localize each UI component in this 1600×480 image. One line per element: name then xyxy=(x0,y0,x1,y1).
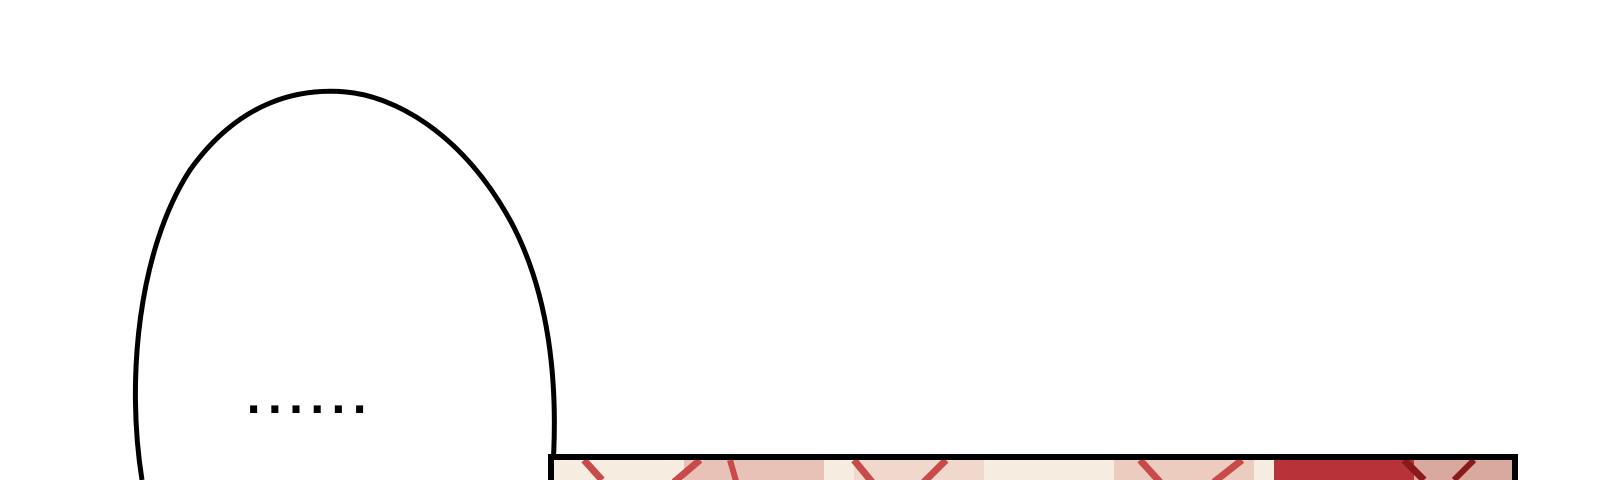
panel-artwork xyxy=(554,460,1512,480)
speech-bubble-text: ...... xyxy=(246,377,374,423)
comic-panel xyxy=(548,454,1518,480)
